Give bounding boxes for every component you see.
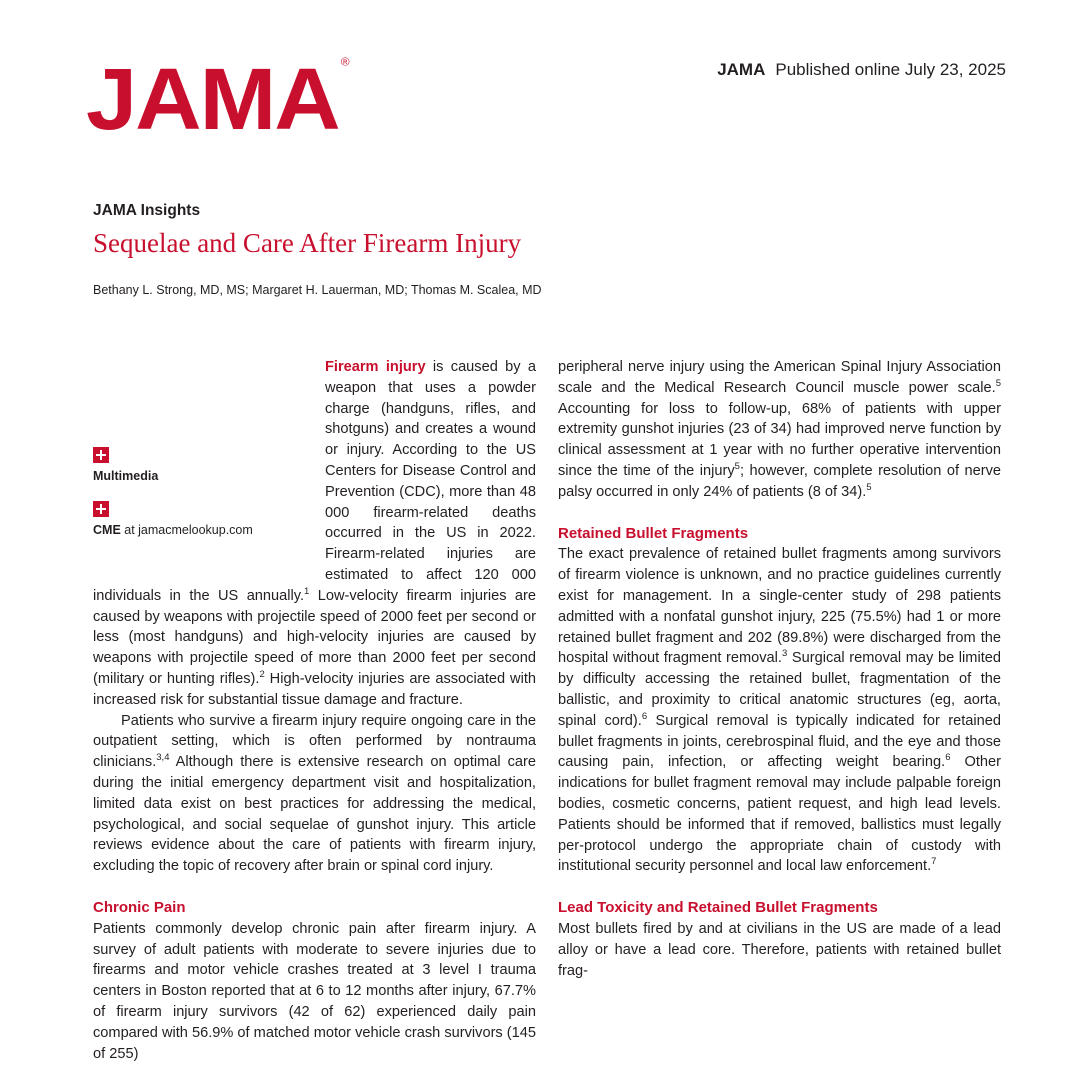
ret-text-d: Other indications for bullet fragment removal may include palpable foreign bodies, cosmetic concerns, patient request, and high lead levels. Patients should be informed that if removed, ballistics must legally per-protocol undergo the appropriate chain of custody with institutional security personnel and local law enforcement. — [558, 754, 1001, 875]
c2-text-a: peripheral nerve injury using the American Spinal Injury Association scale and the Medical Research Council muscle power scale. — [558, 359, 1001, 396]
reference-mark: 6 — [641, 710, 648, 722]
article-title: Sequelae and Care After Firearm Injury — [93, 228, 522, 258]
logo-text: JAMA — [86, 51, 339, 149]
intro-text-a: is caused by a weapon that uses a powder charge (handguns, rifles, and shotguns) and creates a wound or injury. According to the US Centers for Disease Control and Prevention (CDC), more than 48 000 firearm-related deaths occurred in the US in 2022. Firearm-related injuries are estimated to affect 120 000 individuals in the US annually. — [93, 359, 536, 604]
section-label: JAMA Insights — [93, 202, 201, 219]
publication-line — [717, 60, 1006, 80]
p2-text-b: Although there is extensive research on optimal care during the initial emergency department visit and hospitalization, limited data exist on best practices for addressing the medical, psychological, and social sequelae of gunshot injury. This article reviews evidence about the care of patients with firearm injury, excluding the topic of recovery after brain or spinal cord injury. — [93, 754, 536, 875]
cme-link-text: at jamacmelookup.com — [120, 523, 253, 537]
nerve-paragraph — [558, 357, 1001, 503]
cme-box[interactable] — [93, 501, 325, 538]
pub-journal-name: JAMA — [717, 60, 766, 79]
reference-mark: 5 — [995, 377, 1001, 389]
reference-mark: 5 — [734, 461, 740, 473]
ret-text-a: The exact prevalence of retained bullet fragments among survivors of firearm violence is unknown, and no practice guidelines currently exist for management. In a single-center study of 298 patients admitted with a nonfatal gunshot injury, 225 (75.5%) had 1 or more retained bullet fragment and 202 (89.8%) were discharged from the hospital without fragment removal. — [558, 546, 1001, 667]
cme-label: CME — [93, 523, 121, 537]
body-column-right — [558, 357, 1001, 981]
heading-retained-fragments: Retained Bullet Fragments — [558, 524, 749, 542]
c2-text-b: Accounting for loss to follow-up, 68% of patients with upper extremity gunshot injuries (23 of 34) had improved nerve function by clinical assessment at 1 year with no further operative intervention since the time of the injury — [558, 400, 1001, 479]
journal-logo — [86, 51, 350, 149]
intro-text-c: High-velocity injuries are associated with increased risk for substantial tissue damage and fracture. — [93, 670, 536, 708]
sidebar-float — [93, 441, 325, 566]
heading-lead-toxicity: Lead Toxicity and Retained Bullet Fragments — [558, 899, 878, 917]
ret-text-b: Surgical removal may be limited by difficulty accessing the retained bullet, fragmentation of the ballistic, and proximity to critical anatomic structures (eg, aorta, spinal cord). — [558, 650, 1001, 729]
paragraph-2 — [93, 711, 536, 877]
reference-mark: 7 — [931, 856, 937, 868]
chronic-pain-paragraph: Patients commonly develop chronic pain after firearm injury. A survey of adult patients with moderate to severe injuries due to firearms and motor vehicle crashes treated at 3 level I trauma centers in Boston reported that at 6 to 12 months after injury, 67.7% of firearm injury survivors (42 of 62) experienced daily pain compared with 56.9% of matched motor vehicle crash survivors (145 of 255) — [93, 920, 536, 1062]
heading-chronic-pain: Chronic Pain — [93, 898, 186, 916]
lead-paragraph: Most bullets fired by and at civilians in the US are made of a lead alloy or have a lead core. Therefore, patients with retained bullet frag- — [558, 920, 1001, 979]
plus-icon — [93, 501, 109, 517]
reference-mark: 3 — [781, 648, 788, 660]
intro-lead: Firearm injury — [325, 359, 426, 375]
c2-text-c: ; however, complete resolution of nerve palsy occurred in only 24% of patients (8 of 34). — [558, 462, 1001, 500]
reference-mark: 3,4 — [156, 752, 170, 764]
reference-mark: 5 — [866, 481, 872, 493]
multimedia-box[interactable] — [93, 447, 325, 484]
reference-mark: 6 — [945, 752, 951, 764]
intro-paragraph — [93, 357, 536, 711]
registered-mark: ® — [340, 55, 350, 69]
multimedia-label: Multimedia — [93, 469, 159, 483]
retained-paragraph — [558, 544, 1001, 877]
body-column-left — [93, 357, 536, 1064]
author-list: Bethany L. Strong, MD, MS; Margaret H. Lauerman, MD; Thomas M. Scalea, MD — [93, 283, 542, 297]
p2-text-a: Patients who survive a firearm injury require ongoing care in the outpatient setting, which is often performed by nontrauma clinicians. — [93, 712, 536, 771]
reference-mark: 1 — [304, 585, 310, 597]
intro-text-b: Low-velocity firearm injuries are caused by weapons with projectile speed of 2000 feet per second or less (most handguns) and high-velocity injuries are caused by weapons with projectile speed of more than 2000 feet per second (military or hunting rifles). — [93, 587, 536, 687]
pub-date: Published online July 23, 2025 — [775, 60, 1006, 79]
plus-icon — [93, 447, 109, 463]
ret-text-c: Surgical removal is typically indicated for retained bullet fragments in joints, cerebrospinal fluid, and the eye and those causing pain, infection, or affecting weight bearing. — [558, 712, 1001, 771]
reference-mark: 2 — [259, 669, 265, 681]
